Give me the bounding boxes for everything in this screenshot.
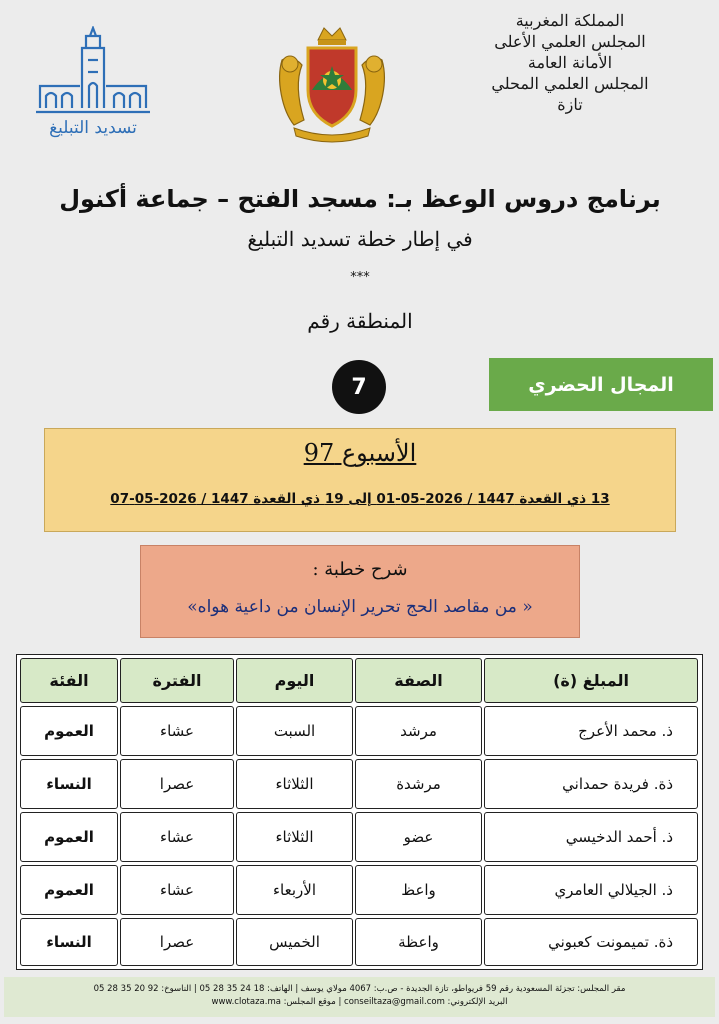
- table-cell-role: مرشد: [355, 706, 482, 756]
- table-cell-name: ذ. الجيلالي العامري: [484, 865, 698, 915]
- institution-line: المجلس العلمي الأعلى: [494, 32, 646, 51]
- table-cell-role: عضو: [355, 812, 482, 862]
- page-title: برنامج دروس الوعظ بـ: مسجد الفتح – جماعة أكنول: [59, 185, 661, 213]
- table-cell-category: العموم: [20, 706, 118, 756]
- table-cell-period: عشاء: [120, 812, 234, 862]
- page-subtitle: في إطار خطة تسديد التبليغ: [247, 227, 473, 251]
- footer-contact: البريد الإلكتروني: conseiltaza@gmail.com | موقع المجلس: www.clotaza.ma: [211, 997, 508, 1007]
- table-header: اليوم: [236, 658, 353, 703]
- tasdid-logo: [34, 26, 152, 146]
- zone-label: المنطقة رقم: [307, 309, 413, 333]
- table-cell-day: الخميس: [236, 918, 353, 966]
- institution-line: الأمانة العامة: [527, 53, 613, 72]
- logo-text: تسديد التبليغ: [49, 118, 137, 138]
- zone-number-badge: 7: [332, 360, 386, 414]
- table-cell-name: ذة. تميمونت كعبوني: [484, 918, 698, 966]
- table-cell-period: عشاء: [120, 706, 234, 756]
- coat-of-arms-icon: [272, 20, 392, 145]
- institution-header: [465, 10, 675, 115]
- table-cell-day: الثلاثاء: [236, 759, 353, 809]
- institution-line: المجلس العلمي المحلي: [491, 74, 649, 93]
- domain-badge: المجال الحضري: [489, 358, 713, 411]
- table-cell-day: الثلاثاء: [236, 812, 353, 862]
- table-cell-category: النساء: [20, 918, 118, 966]
- table-cell-name: ذة. فريدة حمداني: [484, 759, 698, 809]
- schedule-table: [16, 654, 703, 970]
- table-cell-category: العموم: [20, 812, 118, 862]
- table-cell-category: العموم: [20, 865, 118, 915]
- week-box: [44, 428, 676, 532]
- table-header: الفترة: [120, 658, 234, 703]
- table-cell-role: واعظ: [355, 865, 482, 915]
- table-cell-period: عصرا: [120, 759, 234, 809]
- table-cell-name: ذ. أحمد الدخيسي: [484, 812, 698, 862]
- separator: ***: [350, 270, 370, 285]
- footer-address: مقر المجلس: تجزئة المسعودية رقم 59 فريواطو، تازة الجديدة - ص.ب: 4067 مولاي يوسف | الهاتف: 18 24 35 28 05 | الناسوخ: 92 20 35 28 05: [93, 984, 626, 994]
- institution-line: المملكة المغربية: [515, 11, 625, 30]
- table-cell-day: السبت: [236, 706, 353, 756]
- footer: [4, 977, 715, 1017]
- table-header: الفئة: [20, 658, 118, 703]
- table-cell-role: مرشدة: [355, 759, 482, 809]
- table-header: المبلغ (ة): [484, 658, 698, 703]
- week-title: الأسبوع 97: [303, 439, 417, 467]
- table-cell-name: ذ. محمد الأعرج: [484, 706, 698, 756]
- table-cell-period: عصرا: [120, 918, 234, 966]
- sermon-label: شرح خطبة :: [312, 559, 408, 580]
- week-dates: 13 ذي القعدة 1447 / 2026-05-01 إلى 19 ذي القعدة 1447 / 2026-05-07: [110, 491, 610, 507]
- sermon-title: « من مقاصد الحج تحرير الإنسان من داعية هواه»: [187, 597, 533, 617]
- table-header: الصفة: [355, 658, 482, 703]
- mosque-icon: [34, 26, 152, 116]
- sermon-box: [140, 545, 580, 638]
- table-cell-category: النساء: [20, 759, 118, 809]
- table-cell-period: عشاء: [120, 865, 234, 915]
- table-cell-role: واعظة: [355, 918, 482, 966]
- table-cell-day: الأربعاء: [236, 865, 353, 915]
- institution-line: تازة: [557, 95, 583, 114]
